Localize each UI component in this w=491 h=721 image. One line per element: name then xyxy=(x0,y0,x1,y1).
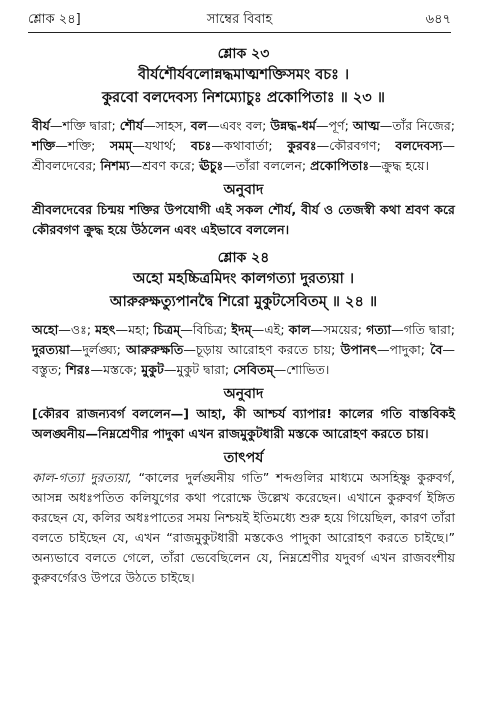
syn-meaning: —কথাবার্তা; xyxy=(211,138,288,153)
syn-meaning: —গতি দ্বারা; xyxy=(391,322,455,337)
syn-word: উন্নদ্ধ-ধর্ম xyxy=(270,118,316,133)
syn-word: শৌর্য xyxy=(119,118,144,133)
verse-24-line-1: অহো মহচ্চিত্রমিদং কালগত্যা দুরত্যয়া । xyxy=(132,271,355,287)
syn-word: সমম্ xyxy=(109,138,133,153)
syn-word: মুকুট xyxy=(141,362,164,377)
translation-24-text: [কৌরব রাজন্যবর্গ বললেন—] আহা, কী আশ্চর্য ব্যাপার! কালের গতি বাস্তবিকই অলঙ্ঘনীয়—নিম্নশ্রেণীর পাদুকা এখন রাজমুকুটধারী মস্তকে আরোহণ করতে চায়। xyxy=(32,406,455,441)
syn-meaning: —শ্রীবলদেবের; xyxy=(32,138,455,173)
syn-meaning: —যথার্থ; xyxy=(132,138,191,153)
page-header xyxy=(28,10,451,28)
syn-word: চিত্রম্ xyxy=(153,322,181,337)
syn-word: বল xyxy=(190,118,208,133)
syn-word: গত্যা xyxy=(366,322,392,337)
syn-meaning: —শ্রবণ করে; xyxy=(129,158,200,173)
header-page-number: ৬৪৭ xyxy=(425,12,451,27)
syn-meaning: —বস্তুত; xyxy=(32,342,455,377)
syn-word: বলদেবস্য xyxy=(395,138,443,153)
syn-meaning: —শক্তি দ্বারা; xyxy=(49,118,120,133)
synonyms-24 xyxy=(32,320,455,380)
syn-word: আত্ম xyxy=(352,118,380,133)
syn-meaning: —শক্তি; xyxy=(55,138,110,153)
translation-23-label: অনুবাদ xyxy=(223,182,264,198)
syn-word: বৈ xyxy=(430,342,443,357)
syn-word: বচঃ xyxy=(190,138,212,153)
page-content xyxy=(32,44,455,588)
syn-meaning: —পূর্ণ; xyxy=(315,118,353,133)
syn-meaning: —মুকুট দ্বারা; xyxy=(163,362,234,377)
syn-meaning: —পাদুকা; xyxy=(376,342,431,357)
syn-word: দুরত্যয়া xyxy=(32,342,70,357)
syn-meaning: —তাঁরা বললেন; xyxy=(223,158,311,173)
header-rule xyxy=(28,32,451,33)
syn-meaning: —ওঃ; xyxy=(58,322,96,337)
syn-word: ইদম্ xyxy=(231,322,252,337)
syn-word: অহো xyxy=(32,322,59,337)
verse-23-line-1: বীর্যশৌর্যবলোন্নদ্ধমাত্মশক্তিসমং বচঃ । xyxy=(137,67,350,83)
syn-meaning: —সময়ের; xyxy=(310,322,367,337)
syn-word: শিরঃ xyxy=(65,362,91,377)
syn-word: উপানৎ xyxy=(340,342,377,357)
syn-meaning: —মস্তকে; xyxy=(90,362,142,377)
syn-word: বীর্য xyxy=(32,118,50,133)
syn-word: সেবিতম্ xyxy=(233,362,274,377)
verse-23-heading: শ্লোক ২৩ xyxy=(217,46,270,62)
translation-23-text: শ্রীবলদেবের চিন্ময় শক্তির উপযোগী এই সকল শৌর্য, বীর্য ও তেজস্বী কথা শ্রবণ করে কৌরবগণ ক্রুদ্ধ হয়ে উঠলেন এবং এইভাবে বললেন। xyxy=(32,202,455,237)
translation-24-label: অনুবাদ xyxy=(223,386,264,402)
syn-meaning: —দুর্লঙ্ঘ্য; xyxy=(69,342,127,357)
syn-word: আরুরুক্ষতি xyxy=(126,342,184,357)
syn-meaning: —তাঁর নিজের; xyxy=(379,118,455,133)
purport-24-label: তাৎপর্য xyxy=(223,450,264,466)
header-verse-ref: শ্লোক ২৪] xyxy=(28,12,81,27)
synonyms-23 xyxy=(32,116,455,176)
syn-meaning: —মহা; xyxy=(115,322,154,337)
syn-meaning: —এই; xyxy=(251,322,289,337)
purport-24-text xyxy=(32,468,455,588)
syn-meaning: —চূড়ায় আরোহণ করতে চায়; xyxy=(183,342,341,357)
syn-meaning: —এবং বল; xyxy=(207,118,271,133)
purport-italic-lead: কাল-গত্যা দুরত্যয়া, xyxy=(32,470,132,485)
syn-meaning: —সাহস, xyxy=(143,118,191,133)
syn-word: কাল xyxy=(288,322,311,337)
syn-meaning: —বিচিত্র; xyxy=(180,322,232,337)
syn-word: প্রকোপিতাঃ xyxy=(310,158,370,173)
header-chapter-title: সাম্বের বিবাহ xyxy=(206,12,273,27)
verse-24-line-2: আরুরুক্ষত্যুপানদ্বৈ শিরো মুকুটসেবিতম্ ॥ ২৪ ॥ xyxy=(109,294,378,310)
syn-meaning: —কৌরবগণ; xyxy=(316,138,396,153)
verse-24-heading: শ্লোক ২৪ xyxy=(217,250,270,266)
syn-word: মহৎ xyxy=(95,322,116,337)
syn-meaning: —ক্রুদ্ধ হয়ে। xyxy=(369,158,430,173)
syn-word: কুরবঃ xyxy=(287,138,317,153)
syn-word: নিশম্য xyxy=(100,158,130,173)
syn-word: শক্তি xyxy=(32,138,56,153)
verse-23-line-2: কুরবো বলদেবস্য নিশম্যোচুঃ প্রকোপিতাঃ ॥ ২৩ ॥ xyxy=(102,90,385,106)
syn-word: ঊচুঃ xyxy=(199,158,224,173)
syn-meaning: —শোভিত। xyxy=(273,362,330,377)
purport-body: “কালের দুর্লঙ্ঘনীয় গতি” শব্দগুলির মাধ্যমে অসহিষ্ণু কুরুবর্গ, আসন্ন অধঃপতিত কলিযুগের কথা পরোক্ষে উল্লেখ করেছেন। এখানে কুরুবর্গ ইঙ্গিত করছেন যে, কলির অধঃপাতের সময় নিশ্চয়ই ইতিমধ্যে শুরু হয়ে গিয়েছিল, কারণ তাঁরা বলতে চাইছেন যে, এখন “রাজমুকুটধারী মস্তকেও পাদুকা আরোহণ করতে চাইছে।” অন্যভাবে বলতে গেলে, তাঁরা ভেবেছিলেন যে, নিম্নশ্রেণীর যদুবর্গ এখন রাজবংশীয় কুরুবর্গেরও উপরে উঠতে চাইছে। xyxy=(32,470,455,585)
